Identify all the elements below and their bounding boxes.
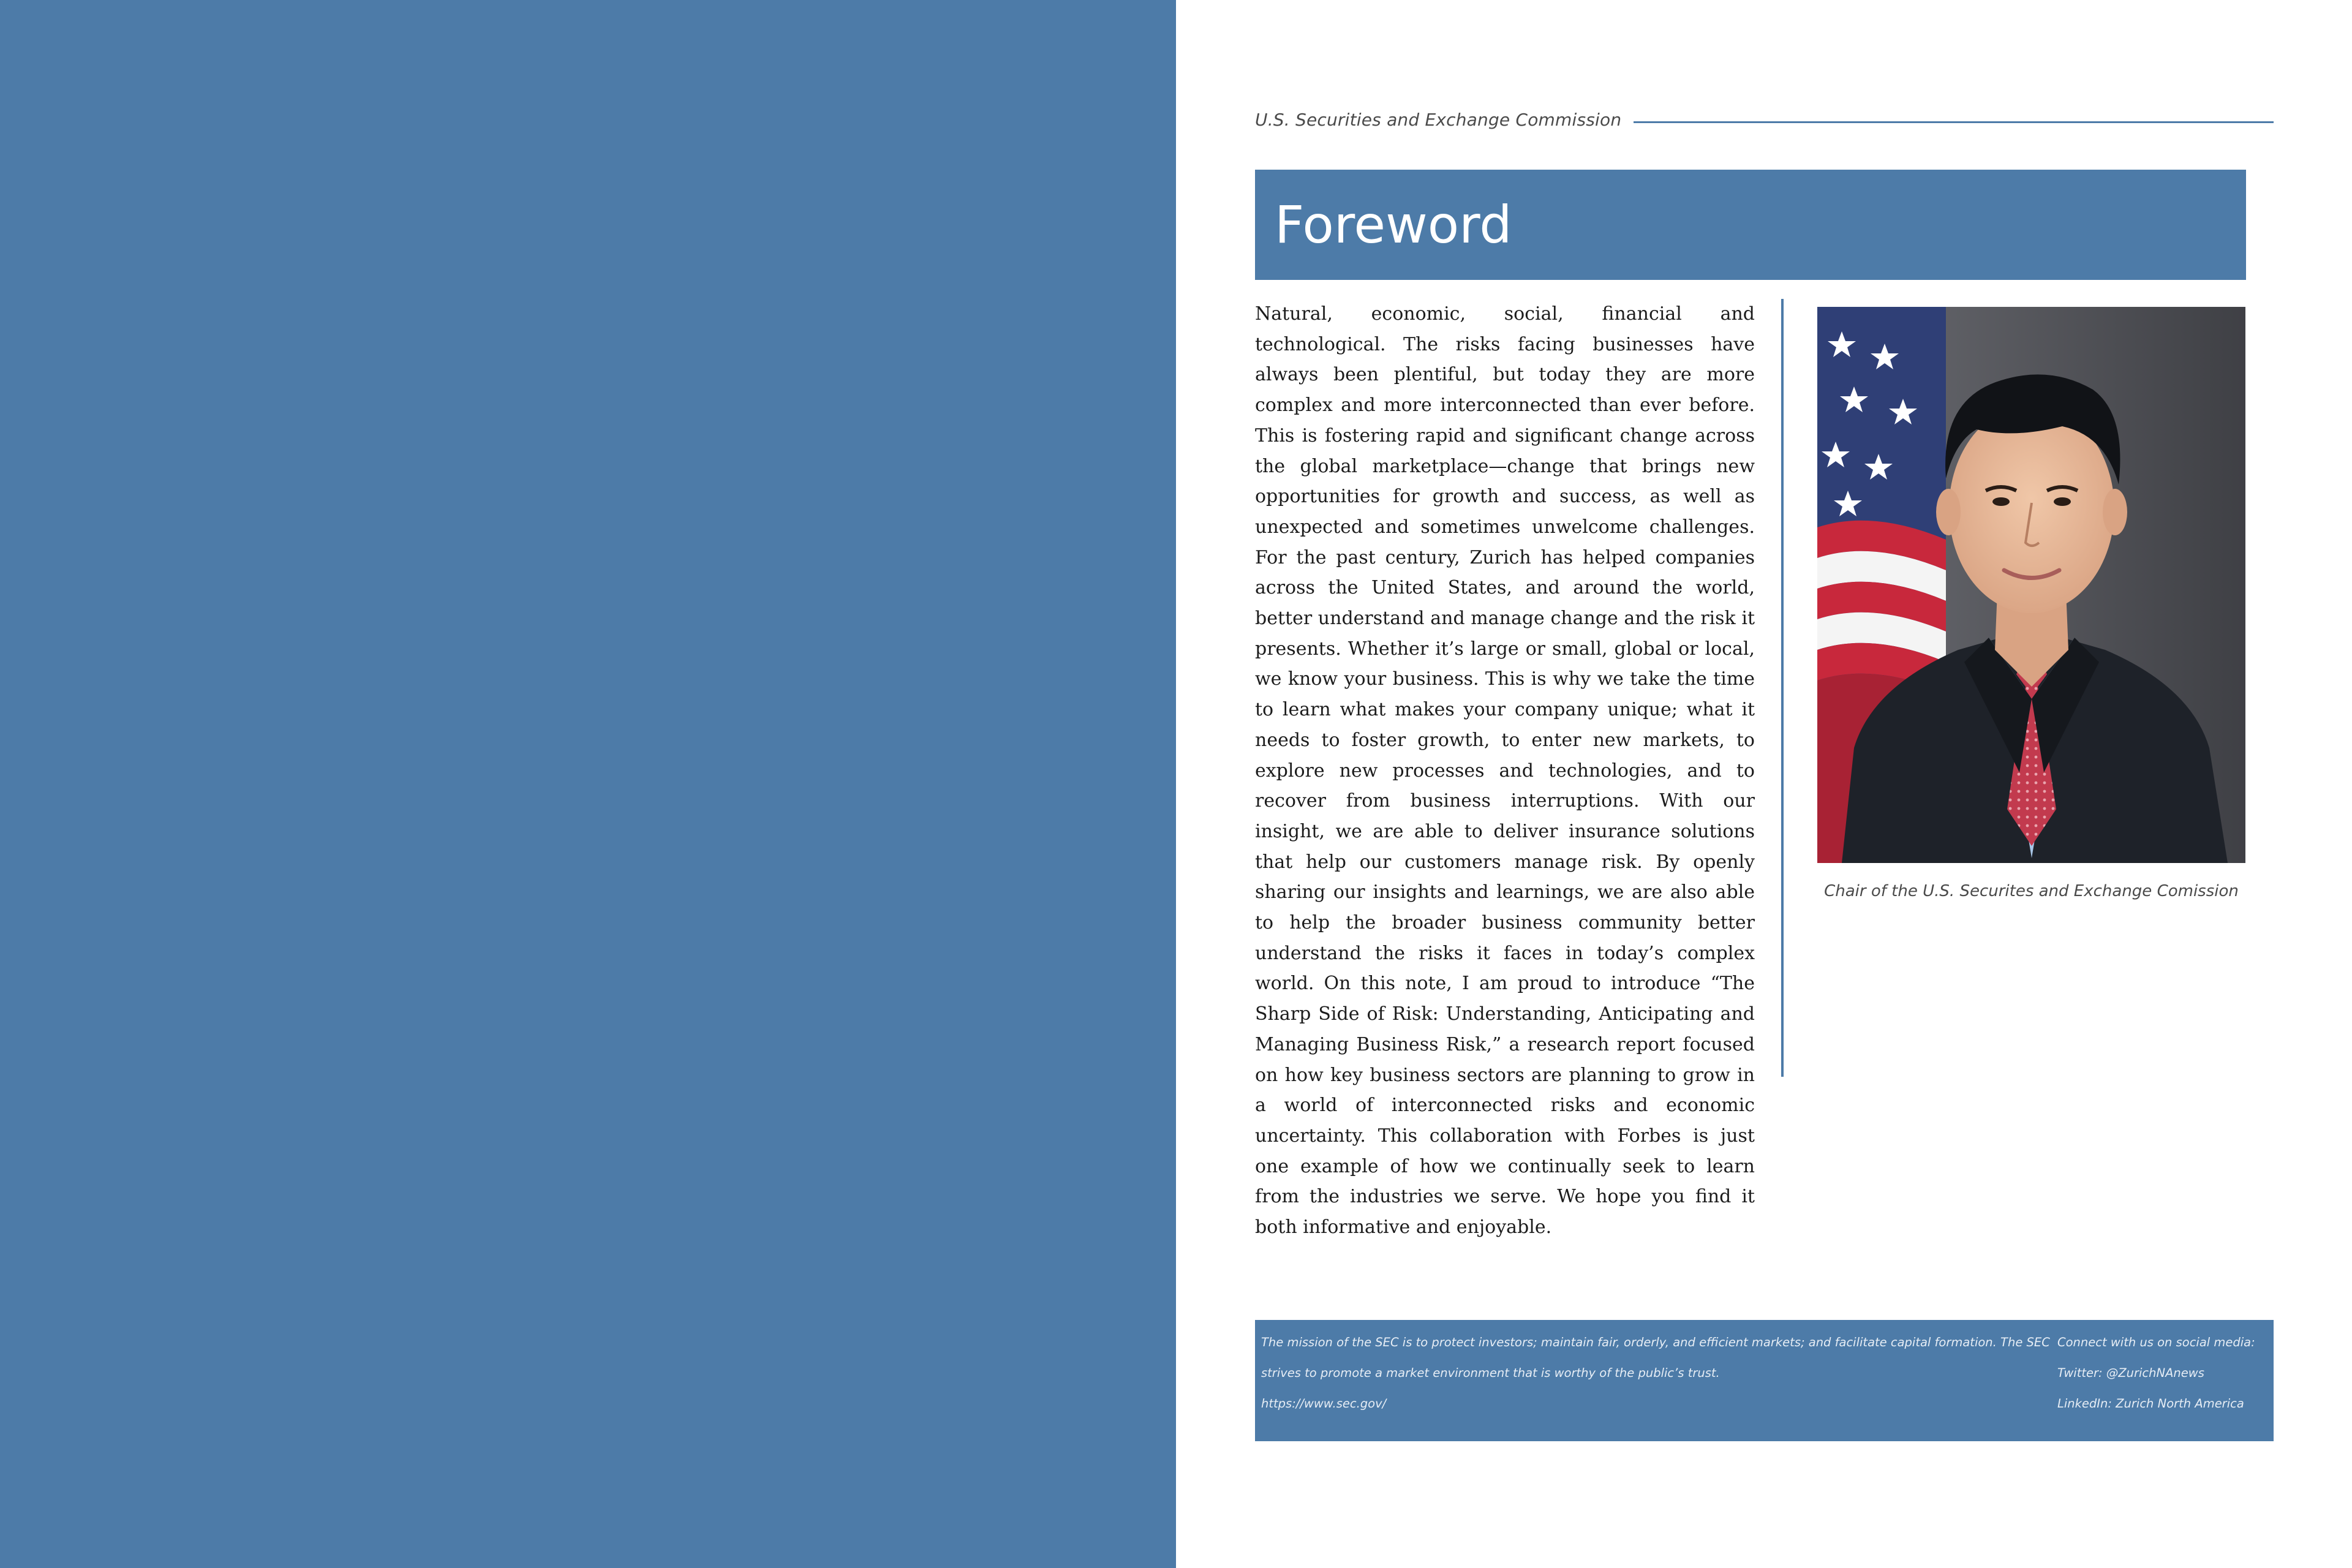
footer-social [2057,1327,2266,1419]
footer-mission [1261,1327,2051,1419]
linkedin-handle[interactable]: LinkedIn: Zurich North America [2057,1396,2244,1411]
foreword-body-text: Natural, economic, social, financial and technological. The risks facing businesses have always been plentiful, but today they are more complex and more interconnected than ever before. This is fostering rapid and significant change across the global marketplace—change that brings new opportunities for growth and success, as well as unexpected and sometimes unwelcome challenges. For the past century, Zurich has helped companies across the United States, and around the world, better understand and manage change and the risk it presents. Whether it’s large or small, global or local, we know your business. This is why we take the time to learn what makes your company unique; what it needs to foster growth, to enter new markets, to explore new processes and technologies, and to recover from business interruptions. With our insight, we are able to deliver insurance solutions that help our customers manage risk. By openly sharing our insights and learnings, we are also able to help the broader business community better understand the risks it faces in today’s complex world. On this note, I am proud to introduce “The Sharp Side of Risk: Understanding, Anticipating and Managing Business Risk,” a research report focused on how key business sectors are planning to grow in a world of interconnected risks and economic uncertainty. This collaboration with Forbes is just one example of how we continually seek to learn from the industries we serve. We hope you find it both informative and enjoyable. [1255,303,1755,1238]
sec-website-link[interactable]: https://www.sec.gov/ [1261,1396,1387,1411]
column-divider [1781,299,1784,1077]
title-band [1255,170,2246,280]
footer-band [1255,1320,2274,1441]
social-heading: Connect with us on social media: [2057,1335,2255,1349]
page-title: Foreword [1275,195,1512,255]
header-org-name: U.S. Securities and Exchange Commission [1255,108,1634,132]
running-header [1255,108,2274,132]
portrait-caption: Chair of the U.S. Securites and Exchange Comission [1824,882,2239,900]
twitter-handle[interactable]: Twitter: @ZurichNAnews [2057,1366,2204,1380]
mission-line-2: strives to promote a market environment that is worthy of the public’s trust. [1261,1366,1720,1380]
mission-line-1: The mission of the SEC is to protect investors; maintain fair, orderly, and efficient markets; and facilitate capital formation. The SEC [1261,1335,2050,1349]
chair-portrait [1817,307,2245,863]
